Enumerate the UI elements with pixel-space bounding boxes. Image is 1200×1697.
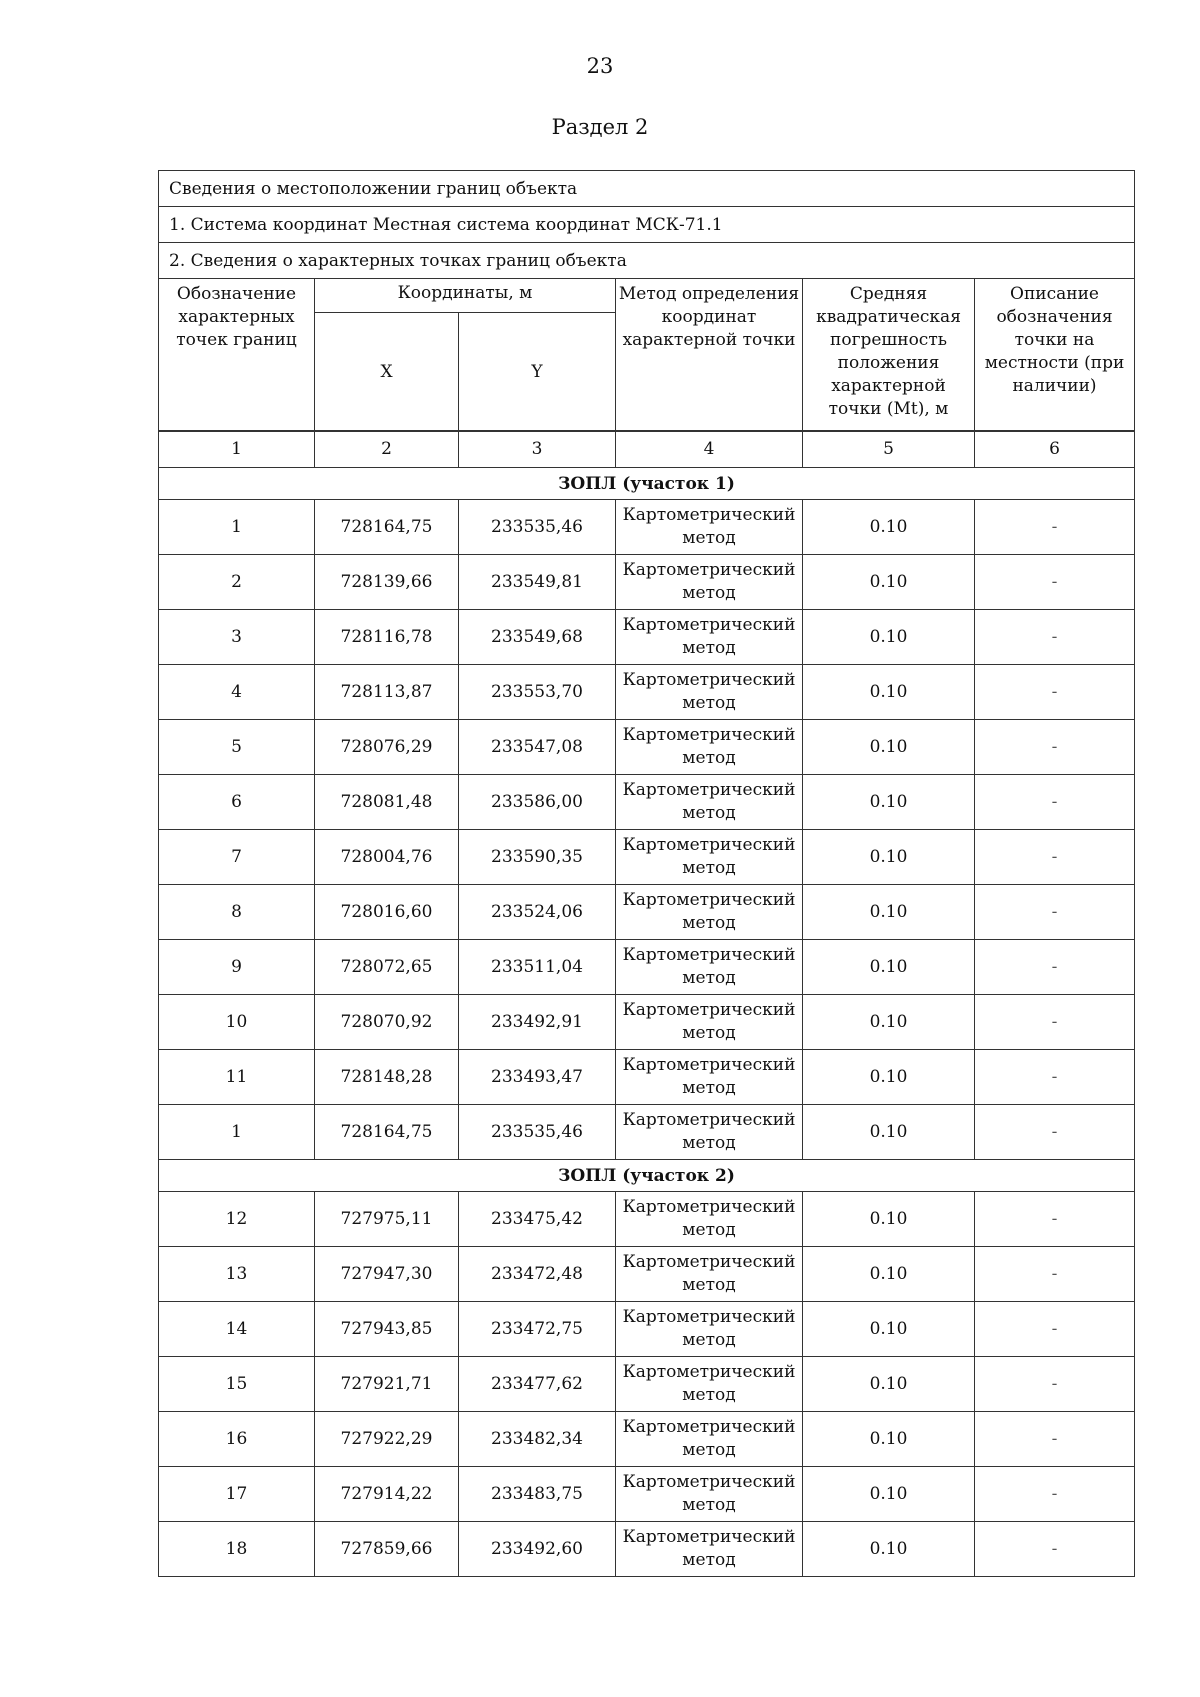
y-coordinate: 233553,70 [459,665,616,720]
mean-error: 0.10 [803,1192,975,1247]
point-description: - [975,665,1135,720]
table-row [159,500,1135,555]
point-number: 5 [159,720,315,775]
method: Картометрический метод [616,940,803,995]
point-number: 1 [159,500,315,555]
y-coordinate: 233472,48 [459,1247,616,1302]
method: Картометрический метод [616,610,803,665]
mean-error: 0.10 [803,940,975,995]
y-coordinate: 233586,00 [459,775,616,830]
point-description: - [975,555,1135,610]
header-coordinate-system: 1. Система координат Местная система координат МСК-71.1 [159,207,1135,243]
table-row [159,1192,1135,1247]
point-number: 4 [159,665,315,720]
table-row [159,555,1135,610]
point-number: 9 [159,940,315,995]
point-description: - [975,1302,1135,1357]
point-description: - [975,775,1135,830]
table-row [159,1467,1135,1522]
point-description: - [975,1522,1135,1577]
point-description: - [975,1105,1135,1160]
header-points-info: 2. Сведения о характерных точках границ объекта [159,243,1135,279]
point-number: 3 [159,610,315,665]
header-boundary-info: Сведения о местоположении границ объекта [159,171,1135,207]
x-coordinate: 727943,85 [315,1302,459,1357]
x-coordinate: 727975,11 [315,1192,459,1247]
mean-error: 0.10 [803,830,975,885]
method: Картометрический метод [616,1247,803,1302]
point-number: 16 [159,1412,315,1467]
x-coordinate: 728076,29 [315,720,459,775]
section-row [159,468,1135,500]
y-coordinate: 233483,75 [459,1467,616,1522]
header-point-designation: Обозначение характерных точек границ [159,279,315,432]
x-coordinate: 727921,71 [315,1357,459,1412]
mean-error: 0.10 [803,1302,975,1357]
y-coordinate: 233547,08 [459,720,616,775]
mean-error: 0.10 [803,1105,975,1160]
point-description: - [975,720,1135,775]
header-description: Описание обозначения точки на местности (при наличии) [975,279,1135,432]
x-coordinate: 728004,76 [315,830,459,885]
method: Картометрический метод [616,1105,803,1160]
point-description: - [975,940,1135,995]
mean-error: 0.10 [803,1050,975,1105]
mean-error: 0.10 [803,555,975,610]
mean-error: 0.10 [803,665,975,720]
mean-error: 0.10 [803,1412,975,1467]
x-coordinate: 727922,29 [315,1412,459,1467]
x-coordinate: 727947,30 [315,1247,459,1302]
mean-error: 0.10 [803,775,975,830]
mean-error: 0.10 [803,610,975,665]
table-row [159,1412,1135,1467]
header-x: X [315,313,459,432]
boundary-info-header-table [158,170,1135,432]
x-coordinate: 728139,66 [315,555,459,610]
method: Картометрический метод [616,1467,803,1522]
point-number: 14 [159,1302,315,1357]
header-coordinates: Координаты, м [315,279,616,313]
y-coordinate: 233472,75 [459,1302,616,1357]
table-row [159,830,1135,885]
x-coordinate: 728113,87 [315,665,459,720]
method: Картометрический метод [616,1357,803,1412]
point-description: - [975,1357,1135,1412]
table-row [159,995,1135,1050]
point-number: 11 [159,1050,315,1105]
point-number: 17 [159,1467,315,1522]
x-coordinate: 728164,75 [315,500,459,555]
section-title: Раздел 2 [551,115,649,139]
point-description: - [975,1467,1135,1522]
table-row [159,665,1135,720]
point-number: 18 [159,1522,315,1577]
y-coordinate: 233549,68 [459,610,616,665]
column-numbers-row [159,431,1135,468]
mean-error: 0.10 [803,1247,975,1302]
point-description: - [975,995,1135,1050]
mean-error: 0.10 [803,1357,975,1412]
point-description: - [975,500,1135,555]
point-number: 8 [159,885,315,940]
y-coordinate: 233524,06 [459,885,616,940]
method: Картометрический метод [616,830,803,885]
column-number: 1 [159,431,315,468]
x-coordinate: 728016,60 [315,885,459,940]
point-description: - [975,1247,1135,1302]
column-number: 3 [459,431,616,468]
point-description: - [975,610,1135,665]
header-y: Y [459,313,616,432]
x-coordinate: 728148,28 [315,1050,459,1105]
mean-error: 0.10 [803,885,975,940]
method: Картометрический метод [616,1412,803,1467]
section-title-cell: ЗОПЛ (участок 2) [159,1160,1135,1192]
method: Картометрический метод [616,1192,803,1247]
table-row [159,610,1135,665]
mean-error: 0.10 [803,995,975,1050]
x-coordinate: 728116,78 [315,610,459,665]
point-number: 13 [159,1247,315,1302]
point-number: 7 [159,830,315,885]
point-number: 6 [159,775,315,830]
table-row [159,1105,1135,1160]
method: Картометрический метод [616,1050,803,1105]
point-description: - [975,885,1135,940]
header-method: Метод определения координат характерной точки [616,279,803,432]
mean-error: 0.10 [803,1522,975,1577]
column-number: 4 [616,431,803,468]
method: Картометрический метод [616,555,803,610]
point-number: 1 [159,1105,315,1160]
point-number: 12 [159,1192,315,1247]
mean-error: 0.10 [803,720,975,775]
y-coordinate: 233477,62 [459,1357,616,1412]
point-number: 15 [159,1357,315,1412]
y-coordinate: 233590,35 [459,830,616,885]
method: Картометрический метод [616,775,803,830]
table-row [159,1247,1135,1302]
column-number: 6 [975,431,1135,468]
table-row [159,720,1135,775]
y-coordinate: 233511,04 [459,940,616,995]
method: Картометрический метод [616,1302,803,1357]
method: Картометрический метод [616,1522,803,1577]
column-number: 2 [315,431,459,468]
table-row [159,1302,1135,1357]
y-coordinate: 233492,91 [459,995,616,1050]
y-coordinate: 233549,81 [459,555,616,610]
table-row [159,1357,1135,1412]
y-coordinate: 233492,60 [459,1522,616,1577]
mean-error: 0.10 [803,500,975,555]
header-mean-error: Средняя квадратическая погрешность положения характерной точки (Mt), м [803,279,975,432]
boundary-points-table [158,430,1135,1577]
x-coordinate: 727859,66 [315,1522,459,1577]
y-coordinate: 233493,47 [459,1050,616,1105]
page-number: 23 [586,54,614,78]
method: Картометрический метод [616,720,803,775]
y-coordinate: 233535,46 [459,500,616,555]
table-row [159,1522,1135,1577]
method: Картометрический метод [616,885,803,940]
method: Картометрический метод [616,500,803,555]
column-number: 5 [803,431,975,468]
point-description: - [975,1412,1135,1467]
x-coordinate: 728164,75 [315,1105,459,1160]
x-coordinate: 728072,65 [315,940,459,995]
point-number: 2 [159,555,315,610]
mean-error: 0.10 [803,1467,975,1522]
point-description: - [975,1050,1135,1105]
point-description: - [975,1192,1135,1247]
table-row [159,885,1135,940]
method: Картометрический метод [616,995,803,1050]
table-row [159,940,1135,995]
y-coordinate: 233475,42 [459,1192,616,1247]
section-title-cell: ЗОПЛ (участок 1) [159,468,1135,500]
method: Картометрический метод [616,665,803,720]
point-description: - [975,830,1135,885]
x-coordinate: 727914,22 [315,1467,459,1522]
section-row [159,1160,1135,1192]
table-row [159,1050,1135,1105]
x-coordinate: 728081,48 [315,775,459,830]
point-number: 10 [159,995,315,1050]
y-coordinate: 233535,46 [459,1105,616,1160]
x-coordinate: 728070,92 [315,995,459,1050]
table-row [159,775,1135,830]
y-coordinate: 233482,34 [459,1412,616,1467]
